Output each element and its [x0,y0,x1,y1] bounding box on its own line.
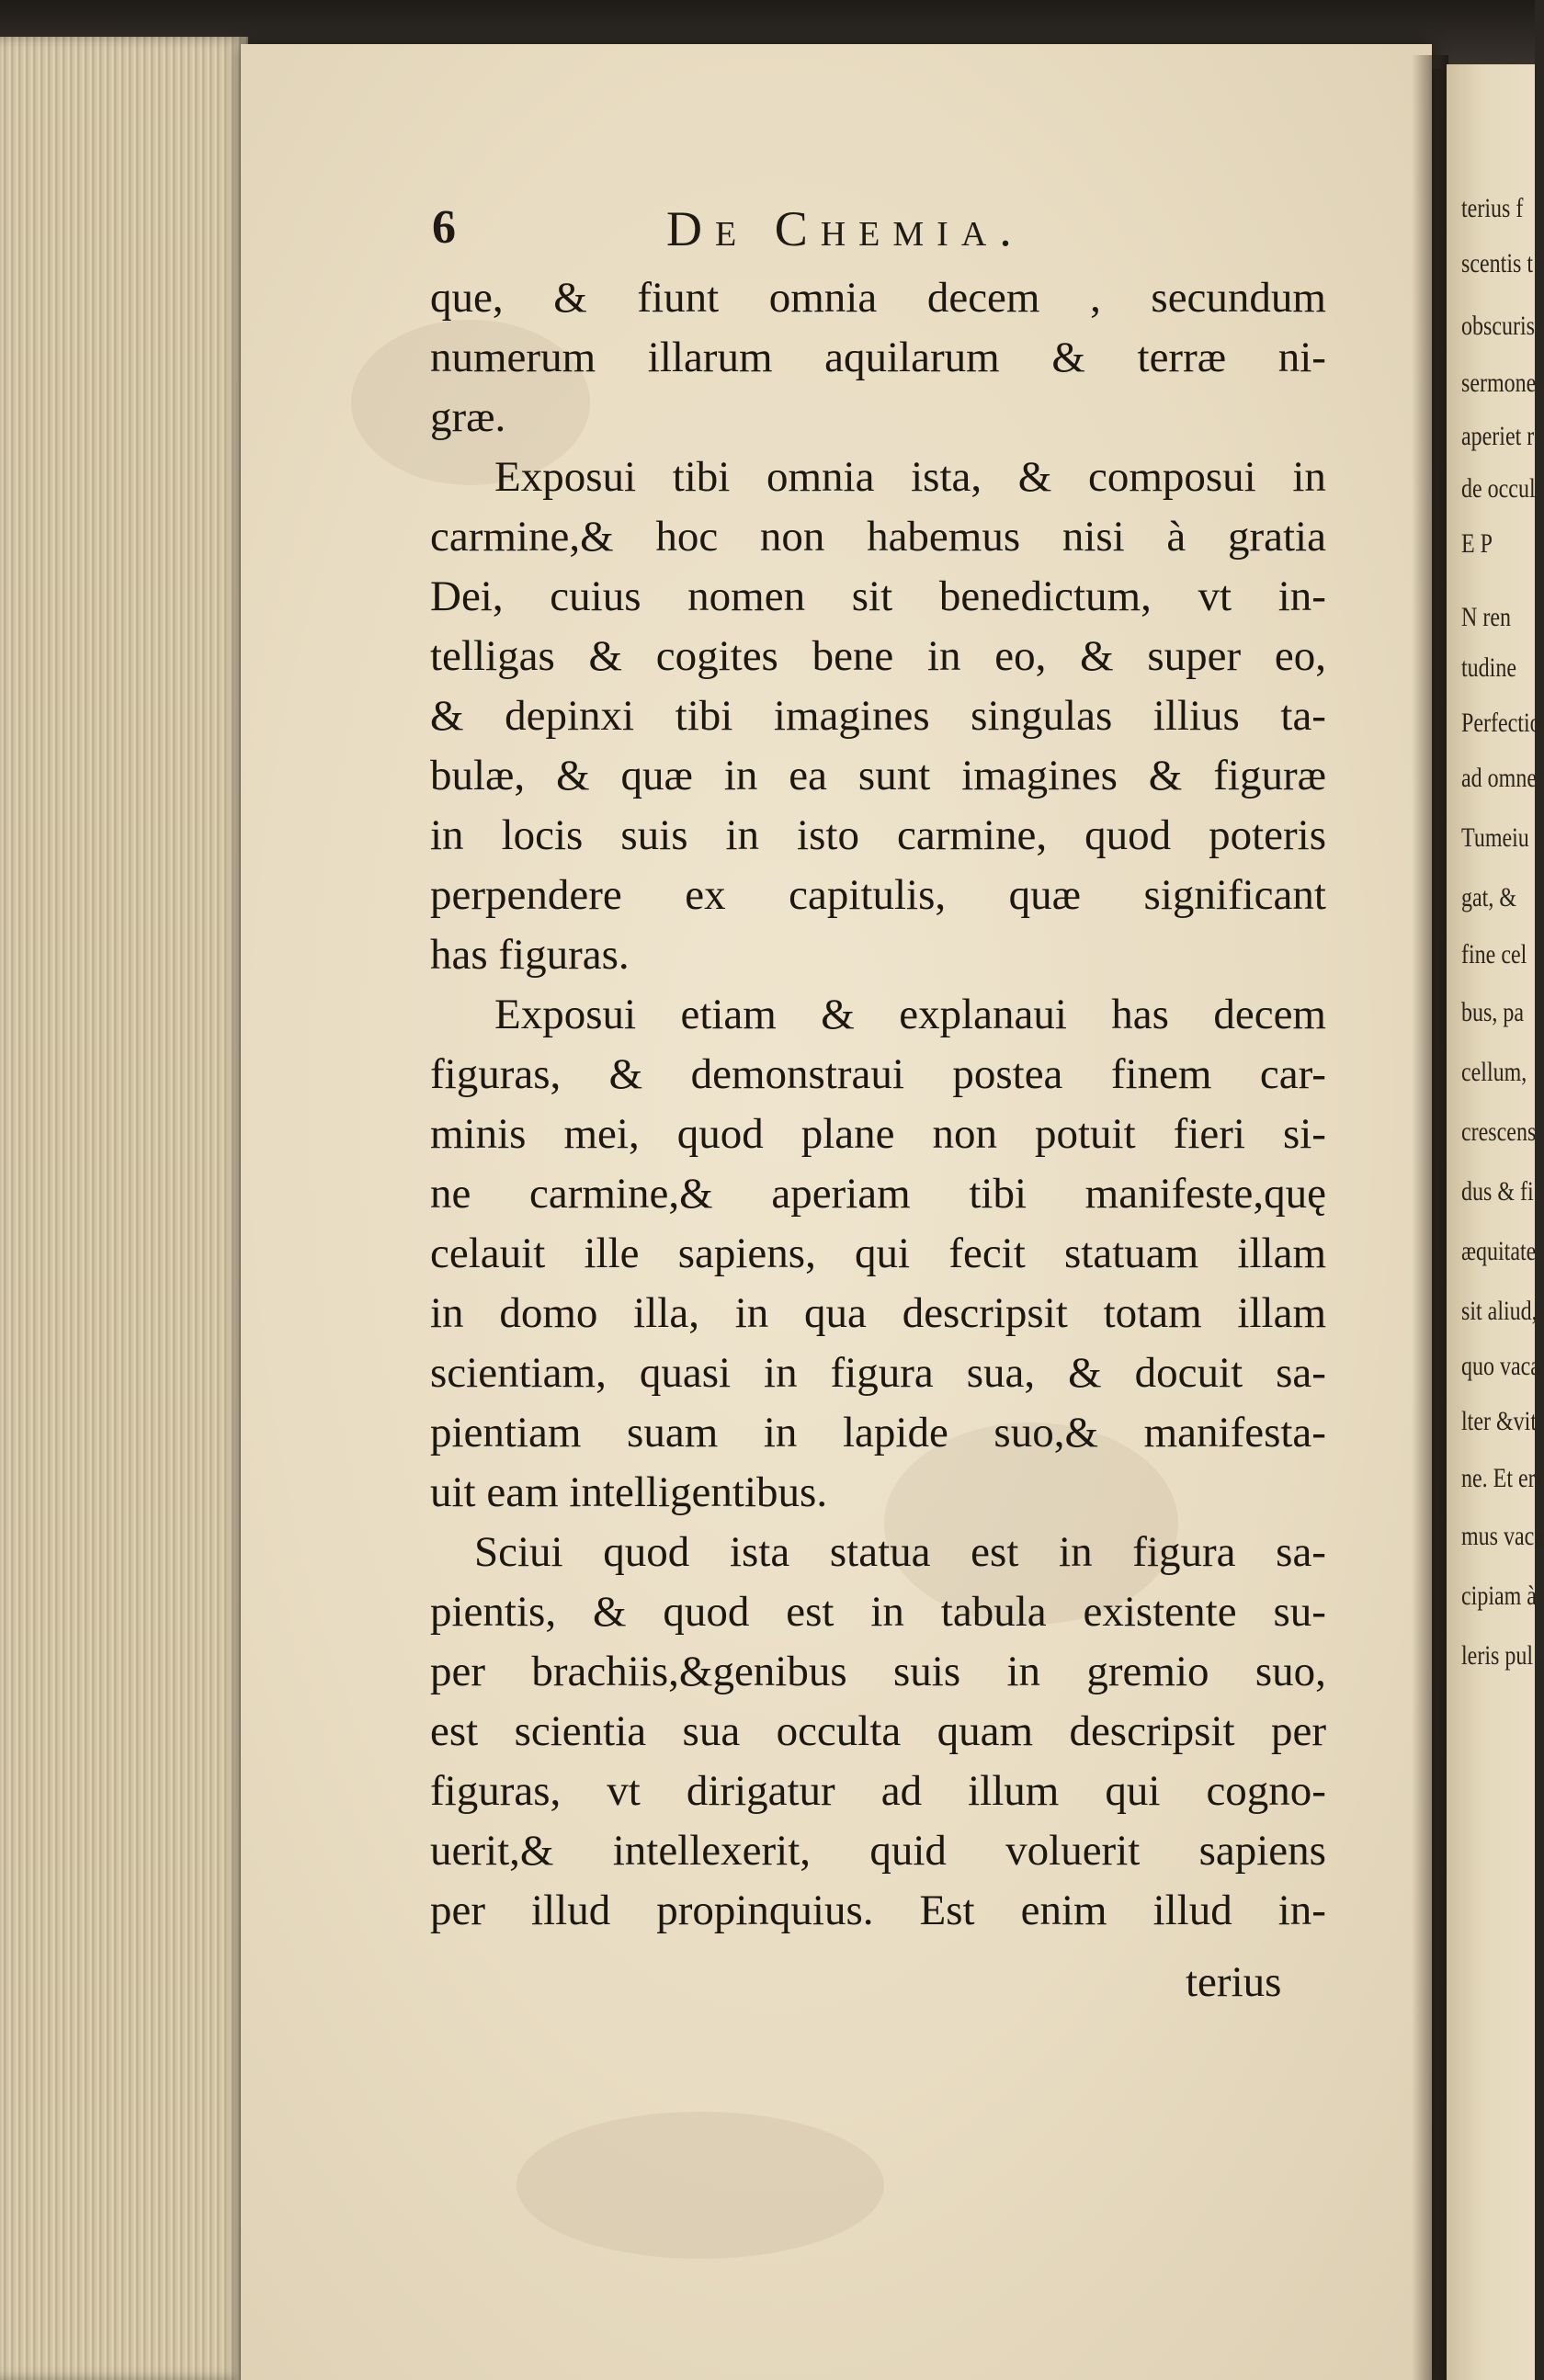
facing-page-fragment: Perfectio [1461,708,1541,738]
facing-page-fragment: dus & fi [1461,1176,1534,1207]
text-line: celauit ille sapiens, qui fecit statuam illam [430,1230,1326,1277]
text-line: uerit,& intellexerit, quid voluerit sapiens [430,1827,1326,1875]
facing-page-fragment: aperiet r [1461,421,1535,451]
text-line: græ. [430,393,506,441]
facing-page-fragment: N ren [1461,602,1511,632]
text-line: numerum illarum aquilarum & terræ ni- [430,334,1326,381]
facing-page-fragment: tudine [1461,652,1516,683]
facing-page-fragment: sermone [1461,368,1537,398]
facing-page-fragment: cellum, [1461,1057,1527,1087]
page-gutter-shadow [1412,55,1448,2380]
book-page-edges [0,37,248,2380]
facing-page-fragment: obscuris [1461,311,1535,341]
facing-page-fragment: æquitate [1461,1236,1537,1266]
text-line: has figuras. [430,931,630,979]
text-line: ne carmine,& aperiam tibi manifeste,quę [430,1170,1326,1218]
text-line: scientiam, quasi in figura sua, & docuit sa- [430,1349,1326,1397]
text-line: telligas & cogites bene in eo, & super eo, [430,632,1326,680]
text-line: per illud propinquius. Est enim illud in- [430,1887,1326,1934]
facing-page-fragment: lter &vit [1461,1406,1537,1436]
body-text [430,268,1326,1941]
facing-page-fragment: cipiam à [1461,1581,1537,1611]
page-number: 6 [432,201,456,254]
facing-page-fragment: sit aliud, [1461,1296,1538,1326]
text-line: que, & fiunt omnia decem , secundum [430,274,1326,322]
text-line: minis mei, quod plane non potuit fieri si- [430,1110,1326,1158]
text-line: pientis, & quod est in tabula existente su- [430,1588,1326,1636]
catchword: terius [1186,1958,1282,2006]
facing-page-fragment: mus vaca [1461,1521,1544,1551]
facing-page-fragment: de occul [1461,473,1536,504]
text-line: figuras, & demonstraui postea finem car- [430,1050,1326,1098]
facing-page-fragment: ad omne [1461,763,1537,793]
facing-page-fragment: Tumeiu [1461,822,1529,853]
text-line: carmine,& hoc non habemus nisi à gratia [430,513,1326,561]
facing-page-fragment: leris pul [1461,1640,1533,1671]
facing-page-fragment: scentis t [1461,248,1533,278]
text-line: Exposui tibi omnia ista, & composui in [494,453,1326,501]
facing-page-fragment: quo vaca [1461,1351,1540,1381]
text-line: in domo illa, in qua descripsit totam illam [430,1289,1326,1337]
facing-page-fragment: E P [1461,528,1493,559]
text-line: uit eam intelligentibus. [430,1468,828,1516]
text-line: & depinxi tibi imagines singulas illius ta- [430,692,1326,740]
facing-page-edge [1447,64,1544,2380]
facing-page-fragment: crescens [1461,1116,1537,1147]
text-line: est scientia sua occulta quam descripsit per [430,1707,1326,1755]
text-line: figuras, vt dirigatur ad illum qui cogno- [430,1767,1326,1815]
facing-page-fragment: fine cel [1461,939,1527,969]
text-line: bulæ, & quæ in ea sunt imagines & figuræ [430,752,1326,799]
text-line: per brachiis,&genibus suis in gremio suo, [430,1648,1326,1695]
facing-page-fragment: ne. Et eri [1461,1463,1542,1493]
text-line: perpendere ex capitulis, quæ significant [430,871,1326,919]
facing-page-fragment: gat, & [1461,882,1516,912]
text-line: in locis suis in isto carmine, quod poteris [430,811,1326,859]
text-line: Exposui etiam & explanaui has decem [494,991,1326,1038]
facing-page-fragment: bus, pa [1461,997,1524,1027]
text-line: Sciui quod ista statua est in figura sa- [474,1528,1326,1576]
facing-page-fragment: terius f [1461,193,1524,223]
text-line: Dei, cuius nomen sit benedictum, vt in- [430,572,1326,620]
text-line: pientiam suam in lapide suo,& manifesta- [430,1409,1326,1456]
running-head: De Chemia. [666,201,1025,256]
